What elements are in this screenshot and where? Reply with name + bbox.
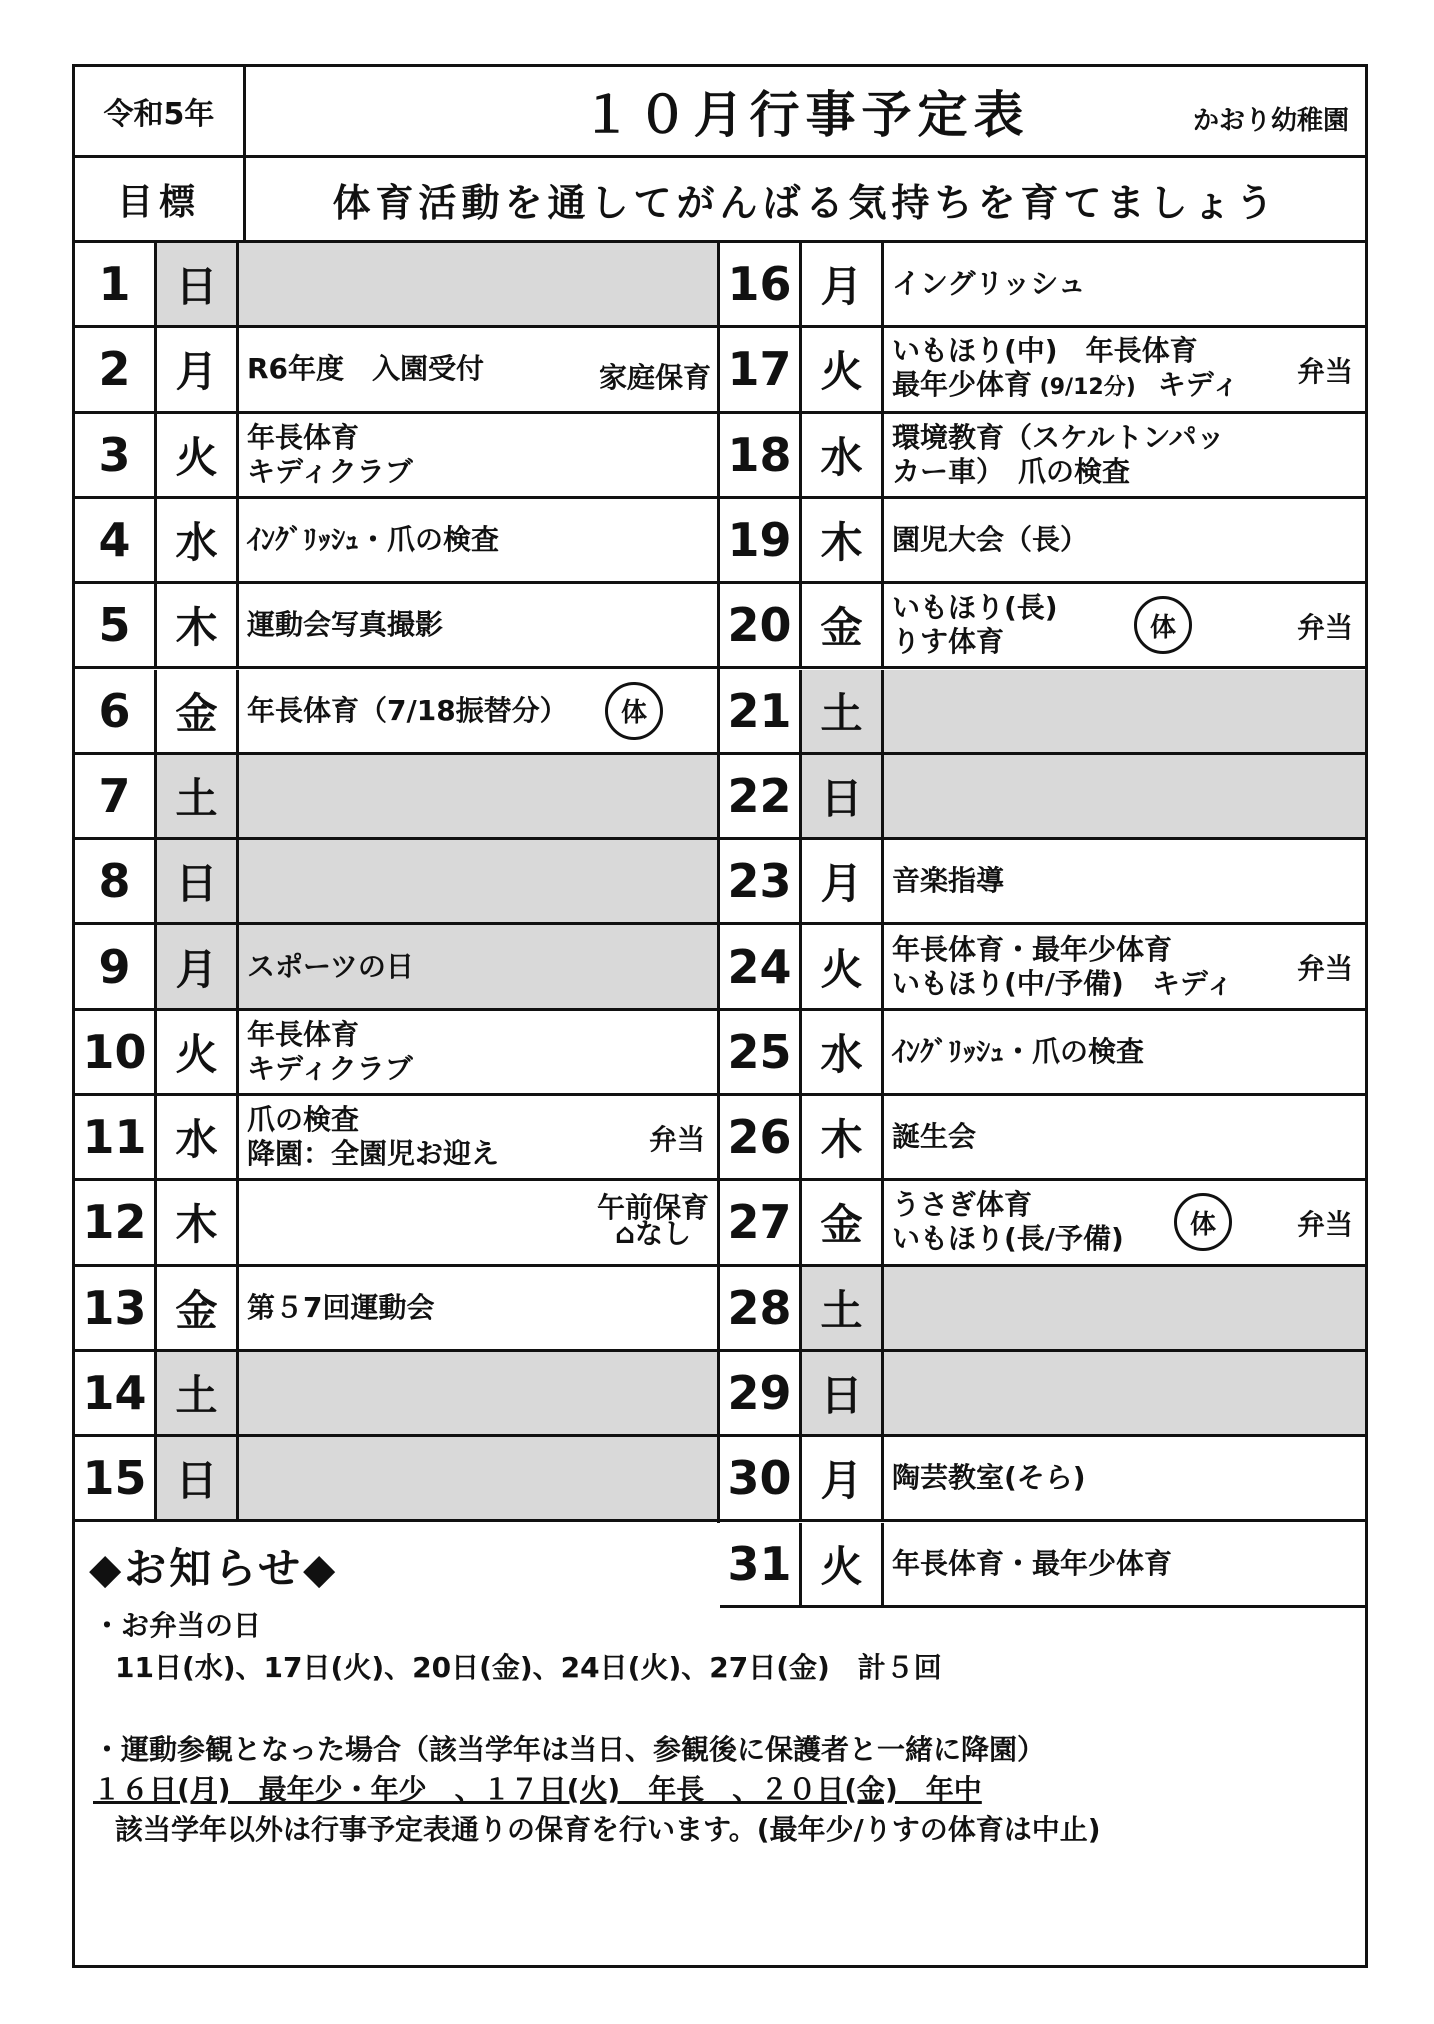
weekday: 水 — [802, 414, 884, 496]
event-line: いもほり(長/予備) — [892, 1222, 1124, 1256]
calendar-row — [720, 1181, 1365, 1266]
event-cell — [239, 1267, 717, 1349]
weekday: 日 — [802, 1352, 884, 1434]
event-cell — [884, 1096, 1365, 1178]
goal-label: 目標 — [75, 158, 246, 240]
event-cell — [884, 1267, 1365, 1349]
notice-sports-note: 該当学年以外は行事予定表通りの保育を行います。(最年少/りすの体育は中止) — [115, 1813, 1101, 1846]
weekday: 木 — [802, 499, 884, 581]
calendar-row — [720, 1437, 1365, 1522]
event-cell — [239, 1096, 717, 1178]
calendar-row — [75, 1352, 717, 1437]
event-cell — [239, 1011, 717, 1093]
weekday: 火 — [157, 1011, 239, 1093]
weekday: 日 — [157, 840, 239, 922]
event-line: 爪の検査 — [247, 1103, 360, 1137]
event-cell — [884, 584, 1365, 666]
event-cell — [884, 414, 1365, 496]
event-line: 年長体育・最年少体育 — [892, 932, 1173, 966]
event-line-part: 最年少体育 — [892, 367, 1033, 401]
calendar-row — [75, 670, 717, 755]
event-line: 園児大会（長） — [892, 523, 1089, 557]
weekday: 木 — [157, 1181, 239, 1263]
day-number: 13 — [75, 1267, 157, 1349]
page-title: １０月行事予定表 — [581, 86, 1030, 144]
event-line: イングリッシュ — [892, 267, 1086, 301]
day-number: 31 — [720, 1523, 802, 1605]
event-line — [892, 368, 1365, 405]
event-line: 年長体育（7/18振替分） — [247, 693, 568, 727]
bento-mark: 弁当 — [1296, 1208, 1353, 1242]
event-cell — [884, 1181, 1365, 1263]
event-line: 第５7回運動会 — [247, 1290, 435, 1324]
event-note-line: ⌂なし — [614, 1217, 692, 1251]
event-line: ｲﾝｸﾞﾘｯｼｭ・爪の検査 — [247, 523, 500, 557]
goal-row — [75, 158, 1365, 243]
event-cell — [239, 584, 717, 666]
goal-text: 体育活動を通してがんばる気持ちを育てましょう — [332, 180, 1279, 225]
bento-mark: 弁当 — [1296, 952, 1353, 986]
calendar-row — [720, 1352, 1365, 1437]
day-number: 2 — [75, 328, 157, 410]
notice-section — [75, 1526, 1365, 1966]
day-number: 6 — [75, 670, 157, 752]
calendar-row — [75, 584, 717, 669]
weekday: 土 — [802, 1267, 884, 1349]
event-cell — [884, 755, 1365, 837]
event-line: 音楽指導 — [892, 864, 1005, 898]
event-line: 環境教育（スケルトンパッ — [892, 420, 1225, 454]
event-line: 運動会写真撮影 — [247, 608, 444, 642]
notice-heading: ◆お知らせ◆ — [89, 1544, 339, 1593]
calendar-row — [75, 243, 717, 328]
day-number: 3 — [75, 414, 157, 496]
calendar-row — [720, 499, 1365, 584]
weekday: 金 — [157, 670, 239, 752]
calendar-left-column — [75, 243, 720, 1523]
day-number: 5 — [75, 584, 157, 666]
event-cell — [884, 1011, 1365, 1093]
calendar-row — [720, 670, 1365, 755]
weekday: 木 — [802, 1096, 884, 1178]
event-cell — [884, 243, 1365, 325]
event-line: ｲﾝｸﾞﾘｯｼｭ・爪の検査 — [892, 1034, 1145, 1068]
day-number: 24 — [720, 925, 802, 1007]
bento-mark: 弁当 — [1296, 611, 1353, 645]
event-line: 誕生会 — [892, 1120, 977, 1154]
event-cell — [239, 755, 717, 837]
day-number: 23 — [720, 840, 802, 922]
event-line: キディクラブ — [247, 1051, 413, 1085]
event-cell — [884, 840, 1365, 922]
event-note: 家庭保育 — [598, 361, 711, 395]
header-row — [75, 67, 1365, 158]
calendar-row — [75, 1011, 717, 1096]
gym-circle-mark: 体 — [1174, 1193, 1232, 1251]
era-label: 令和5年 — [75, 67, 246, 155]
calendar-row — [75, 840, 717, 925]
weekday: 火 — [802, 328, 884, 410]
calendar-row — [720, 414, 1365, 499]
event-line: 年長体育 — [247, 420, 360, 454]
day-number: 20 — [720, 584, 802, 666]
event-cell — [239, 925, 717, 1007]
calendar-row — [75, 1181, 717, 1266]
day-number: 8 — [75, 840, 157, 922]
day-number: 4 — [75, 499, 157, 581]
event-line: いもほり(中/予備) キディ — [892, 966, 1234, 1000]
calendar-row — [720, 1267, 1365, 1352]
event-cell — [239, 328, 717, 410]
weekday: 月 — [802, 840, 884, 922]
calendar-row — [720, 925, 1365, 1010]
day-number: 26 — [720, 1096, 802, 1178]
calendar-row — [75, 1437, 717, 1522]
day-number: 25 — [720, 1011, 802, 1093]
calendar-row — [75, 1096, 717, 1181]
day-number: 29 — [720, 1352, 802, 1434]
weekday: 日 — [157, 1437, 239, 1519]
day-number: 30 — [720, 1437, 802, 1519]
event-line: 降園：全園児お迎え — [247, 1137, 500, 1171]
bento-mark: 弁当 — [648, 1123, 705, 1156]
calendar-row — [720, 328, 1365, 413]
calendar-row — [75, 1267, 717, 1352]
weekday: 水 — [802, 1011, 884, 1093]
event-line: 年長体育 — [247, 1017, 360, 1051]
event-line-part: (9/12分) — [1032, 374, 1158, 400]
day-number: 22 — [720, 755, 802, 837]
calendar-row — [75, 328, 717, 413]
event-cell — [239, 499, 717, 581]
weekday: 土 — [157, 755, 239, 837]
event-line: 年長体育・最年少体育 — [892, 1546, 1173, 1580]
day-number: 17 — [720, 328, 802, 410]
gym-circle-mark: 体 — [1134, 596, 1192, 654]
event-cell — [884, 1352, 1365, 1434]
weekday: 金 — [802, 1181, 884, 1263]
weekday: 月 — [157, 328, 239, 410]
event-line: スポーツの日 — [247, 949, 414, 983]
calendar-row — [720, 584, 1365, 669]
event-line: いもほり(長) — [892, 591, 1058, 625]
weekday: 火 — [802, 925, 884, 1007]
weekday: 火 — [157, 414, 239, 496]
event-cell — [239, 670, 717, 752]
day-number: 14 — [75, 1352, 157, 1434]
calendar-row — [720, 840, 1365, 925]
gym-circle-mark: 体 — [605, 682, 663, 740]
weekday: 日 — [157, 243, 239, 325]
event-line: R6年度 入園受付 — [247, 352, 485, 386]
day-number: 12 — [75, 1181, 157, 1263]
event-cell — [239, 840, 717, 922]
day-number: 15 — [75, 1437, 157, 1519]
event-cell — [239, 1437, 717, 1519]
event-cell — [884, 1437, 1365, 1519]
event-cell — [884, 670, 1365, 752]
weekday: 日 — [802, 755, 884, 837]
event-note-line: 午前保育 — [596, 1191, 709, 1225]
calendar-row — [75, 414, 717, 499]
event-line: 陶芸教室(そら) — [892, 1461, 1086, 1495]
weekday: 水 — [157, 499, 239, 581]
event-line: りす体育 — [892, 625, 1005, 659]
day-number: 1 — [75, 243, 157, 325]
day-number: 28 — [720, 1267, 802, 1349]
bento-mark: 弁当 — [1296, 355, 1353, 389]
calendar-row — [720, 1011, 1365, 1096]
day-number: 11 — [75, 1096, 157, 1178]
weekday: 火 — [802, 1523, 884, 1605]
day-number: 19 — [720, 499, 802, 581]
notice-sports-title: ・運動参観となった場合（該当学年は当日、参観後に保護者と一緒に降園） — [93, 1733, 1046, 1766]
day-number: 10 — [75, 1011, 157, 1093]
school-name: かおり幼稚園 — [1192, 106, 1349, 136]
day-number: 18 — [720, 414, 802, 496]
weekday: 土 — [802, 670, 884, 752]
weekday: 金 — [802, 584, 884, 666]
weekday: 月 — [802, 1437, 884, 1519]
event-line: うさぎ体育 — [892, 1188, 1033, 1222]
day-number: 7 — [75, 755, 157, 837]
day-number: 21 — [720, 670, 802, 752]
event-cell — [239, 1352, 717, 1434]
calendar-row — [75, 499, 717, 584]
calendar-row — [720, 755, 1365, 840]
event-cell — [884, 925, 1365, 1007]
notice-bento-title: ・お弁当の日 — [93, 1609, 262, 1642]
event-line: カー車） 爪の検査 — [892, 454, 1131, 488]
event-line: いもほり(中) 年長体育 — [892, 333, 1198, 367]
weekday: 土 — [157, 1352, 239, 1434]
event-cell — [884, 499, 1365, 581]
calendar-row — [75, 755, 717, 840]
notice-bento-days: 11日(水)、17日(火)、20日(金)、24日(火)、27日(金) 計５回 — [115, 1651, 942, 1684]
weekday: 月 — [802, 243, 884, 325]
calendar-row — [75, 925, 717, 1010]
calendar-row — [720, 243, 1365, 328]
schedule-sheet — [72, 64, 1368, 1968]
notice-sports-days: １６日(月) 最年少・年少 、１７日(火) 年長 、２０日(金) 年中 — [93, 1773, 982, 1806]
event-cell — [239, 1181, 717, 1263]
calendar-right-column — [720, 243, 1365, 1591]
day-number: 9 — [75, 925, 157, 1007]
event-line: キディクラブ — [247, 454, 413, 488]
calendar-row — [720, 1096, 1365, 1181]
event-cell — [239, 243, 717, 325]
weekday: 水 — [157, 1096, 239, 1178]
event-cell — [884, 328, 1365, 410]
event-line-part: キディ — [1157, 367, 1240, 401]
weekday: 金 — [157, 1267, 239, 1349]
day-number: 16 — [720, 243, 802, 325]
weekday: 月 — [157, 925, 239, 1007]
weekday: 木 — [157, 584, 239, 666]
day-number: 27 — [720, 1181, 802, 1263]
event-cell — [239, 414, 717, 496]
event-note — [596, 1191, 709, 1251]
